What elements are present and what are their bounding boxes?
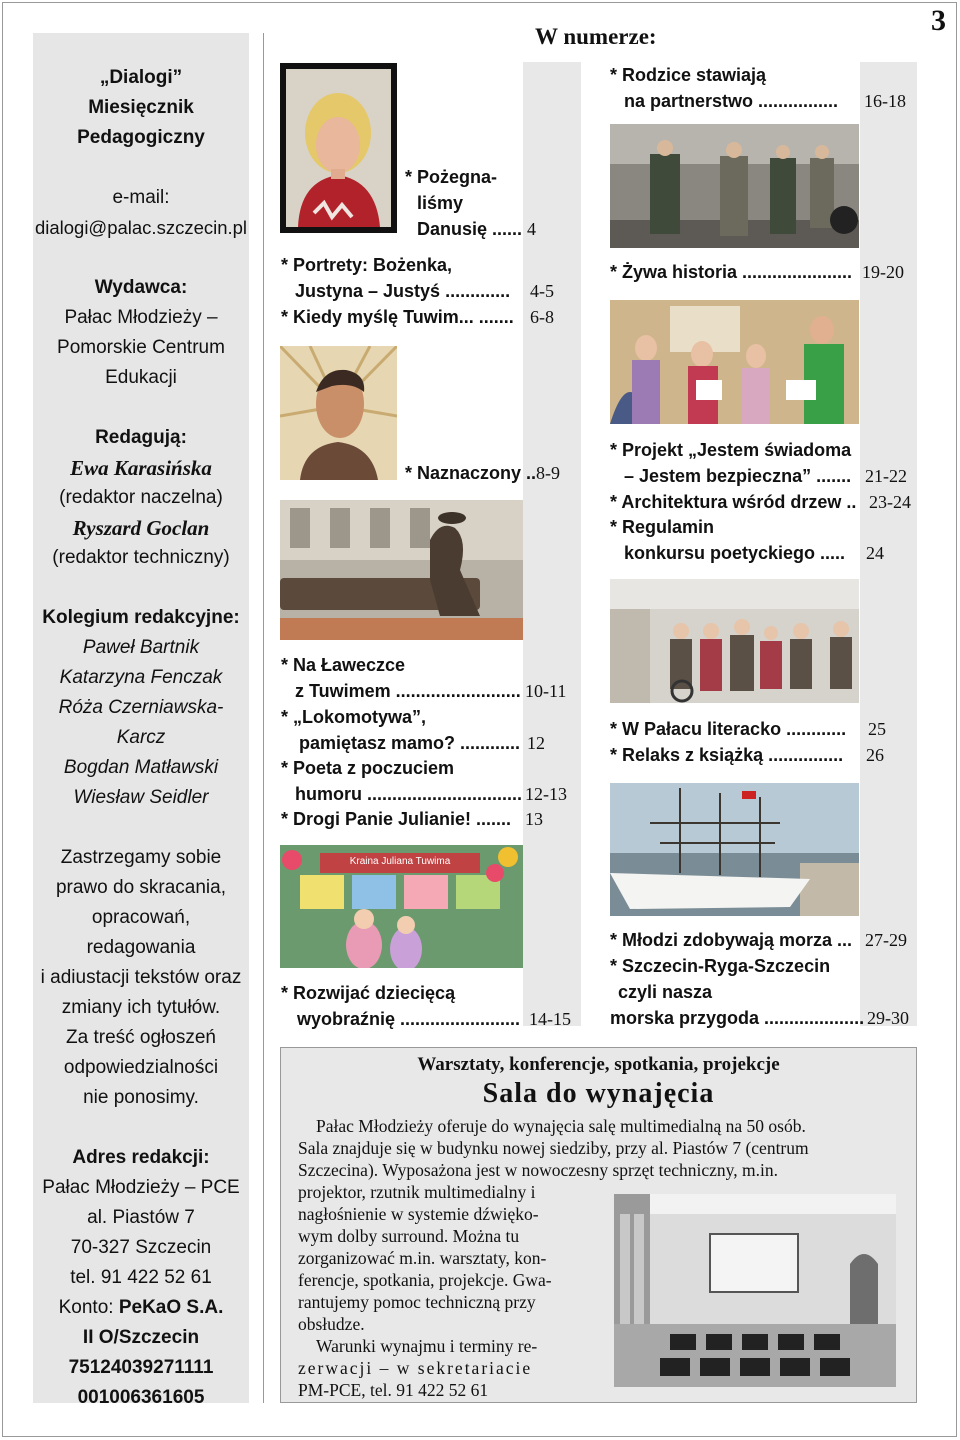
toc-item[interactable]: * Na Ławeczce z Tuwimem ......................... 10-11 [281,652,521,704]
toc-page: 26 [866,745,884,765]
bank-name: PeKaO S.A. [118,1297,224,1318]
toc-item[interactable]: * Naznaczony ..8-9 [405,463,561,483]
contents-heading: W numerze: [535,24,657,49]
publisher-line: Pomorskie Centrum [57,337,225,358]
poster-text: Kraina Juliana Tuwima [349,856,451,867]
editor-role: (redaktor techniczny) [52,547,230,568]
toc-item[interactable]: * Rozwijać dziecięcą wyobraźnię ........................ 14-15 [281,980,520,1032]
disclaimer-line: opracowań, [91,907,191,928]
toc-page: 27-29 [865,930,907,950]
page-number: 3 [931,4,946,37]
address-line: 70-327 Szczecin [70,1237,212,1258]
magazine-title: „Dialogi” Miesięcznik Pedagogiczny [77,67,205,148]
toc-page: 29-30 [867,1008,909,1028]
editor-name: Ryszard Goclan [72,516,210,540]
disclaimer-line: Za treść ogłoszeń [66,1027,216,1048]
publisher-label: Wydawca: [94,277,188,298]
toc-item[interactable]: * W Pałacu literacko ............ 25 [610,716,846,742]
bank-account [33,1293,249,1323]
disclaimer-line: nie ponosimy. [83,1087,199,1108]
toc-item[interactable]: * Relaks z książką ............... 26 [610,742,843,768]
board-member: Karcz [116,727,166,748]
disclaimer-line: redagowania [86,937,196,958]
address-line: Pałac Młodzieży – PCE [42,1177,240,1198]
toc-page: 10-11 [525,681,567,701]
bank-branch: II O/Szczecin [82,1327,200,1348]
sailing-ships-photo [610,783,859,916]
account-number: 001006361605 [77,1387,205,1408]
room-rental-ad [280,1047,917,1403]
masthead-sidebar [33,33,249,1408]
toc-item[interactable]: * Regulamin konkursu poetyckiego ..... 24 [610,514,845,566]
board-member: Róża Czerniawska- [58,697,224,718]
ad-title: Sala do wynajęcia [482,1078,715,1109]
historical-reenactment-photo [610,124,859,248]
toc-item[interactable]: * Rodzice stawiają na partnerstwo ................ 16-18 [610,62,838,114]
account-number: 75124039271111 [68,1357,214,1378]
toc-item[interactable]: * Pożegna- liśmy Danusię ...... 4 [405,167,537,239]
toc-page: 8-9 [536,463,561,483]
address-label: Adres redakcji: [72,1147,210,1168]
toc-page: 25 [868,719,886,739]
tuwim-bench-statue-photo [280,500,523,640]
toc-page: 24 [866,543,884,563]
toc-page: 12 [527,733,545,753]
ad-subtitle: Warsztaty, konferencje, spotkania, projekcje [417,1054,780,1075]
ad-text-full: Pałac Młodzieży oferuje do wynajęcia salę multimedialną na 50 osób. Sala znajduje się w budynku nowej siedziby, przy al. Piastów 7 (centrum Szczecina). Wyposażona jest w nowoczesny sprzęt techniczny, m.in. [298,1116,809,1180]
account-label: Konto: [58,1297,119,1318]
toc-item[interactable]: * Szczecin-Ryga-Szczecin czyli nasza morska przygoda .................... 29-30 [610,953,864,1031]
toc-page: 14-15 [529,1009,571,1029]
board-member: Bogdan Matławski [63,757,219,778]
publisher-line: Pałac Młodzieży – [64,307,218,328]
editor-name: Ewa Karasińska [70,456,212,480]
toc-page: 4 [527,219,537,239]
event-audience-photo [610,579,859,703]
email-address[interactable]: dialogi@palac.szczecin.pl [34,217,248,238]
toc-page: 16-18 [864,91,906,111]
toc-item[interactable]: * „Lokomotywa”, pamiętasz mamo? ............ 12 [281,704,520,756]
email-label: e-mail: [112,187,170,208]
board-member: Paweł Bartnik [82,637,200,658]
toc-item[interactable]: * Drogi Panie Julianie! ....... 13 [281,806,511,832]
toc-page: 6-8 [530,307,554,327]
ad-text-narrow: projektor, rzutnik multimedialny i nagłośnienie w systemie dźwięko- wym dolby surround. Można tu zorganizować m.in. warsztaty, kon- ferencje, spotkania, projekcje. Gwa- rantujemy pomoc techniczną przy obsłudze. Warunki wynajmu i terminy re- zerwacji – w sekretariacie PM-PCE, tel. 91 422 52 61 [298,1182,552,1400]
toc-page: 4-5 [530,281,554,301]
disclaimer-line: i adiustacji tekstów oraz [40,967,242,988]
address-line: al. Piastów 7 [87,1207,195,1228]
toc-item[interactable]: * Żywa historia ...................... 19-20 [610,259,852,285]
publisher-line: Edukacji [105,367,177,388]
portrait-photo [280,63,397,233]
toc-page: 19-20 [862,262,904,282]
toc-item[interactable]: * Kiedy myślę Tuwim... ....... 6-8 [281,304,514,330]
children-drawings-photo [280,845,523,968]
disclaimer-line: Zastrzegamy sobie [60,847,222,868]
toc-page: 13 [525,809,543,829]
toc-page: 21-22 [865,466,907,486]
toc-page: 23-24 [869,492,911,512]
board-member: Katarzyna Fenczak [59,667,223,688]
board-label: Kolegium redakcyjne: [42,607,240,628]
disclaimer-line: prawo do skracania, [55,877,227,898]
toc-page: 12-13 [525,784,567,804]
disclaimer-line: zmiany ich tytułów. [61,997,221,1018]
toc-item[interactable]: * Projekt „Jestem świadoma – Jestem bezpieczna” ....... 21-22 [610,437,851,489]
conference-room-photo [614,1194,896,1387]
toc-item[interactable]: * Portrety: Bożenka, Justyna – Justyś ............. 4-5 [281,252,510,304]
column-divider [263,33,264,1403]
students-presentation-photo [610,300,859,424]
editor-role: (redaktor naczelna) [59,487,223,508]
disclaimer-line: odpowiedzialności [63,1057,219,1078]
toc-item[interactable]: * Poeta z poczuciem humoru ............................... 12-13 [281,755,522,807]
toc-item[interactable]: * Młodzi zdobywają morza ... 27-29 [610,927,852,953]
address-line: tel. 91 422 52 61 [70,1267,212,1288]
toc-item[interactable]: * Architektura wśród drzew .. 23-24 [610,489,856,515]
tuwim-portrait-painting [280,346,397,480]
editors-label: Redagują: [95,427,187,448]
board-member: Wiesław Seidler [73,787,209,808]
